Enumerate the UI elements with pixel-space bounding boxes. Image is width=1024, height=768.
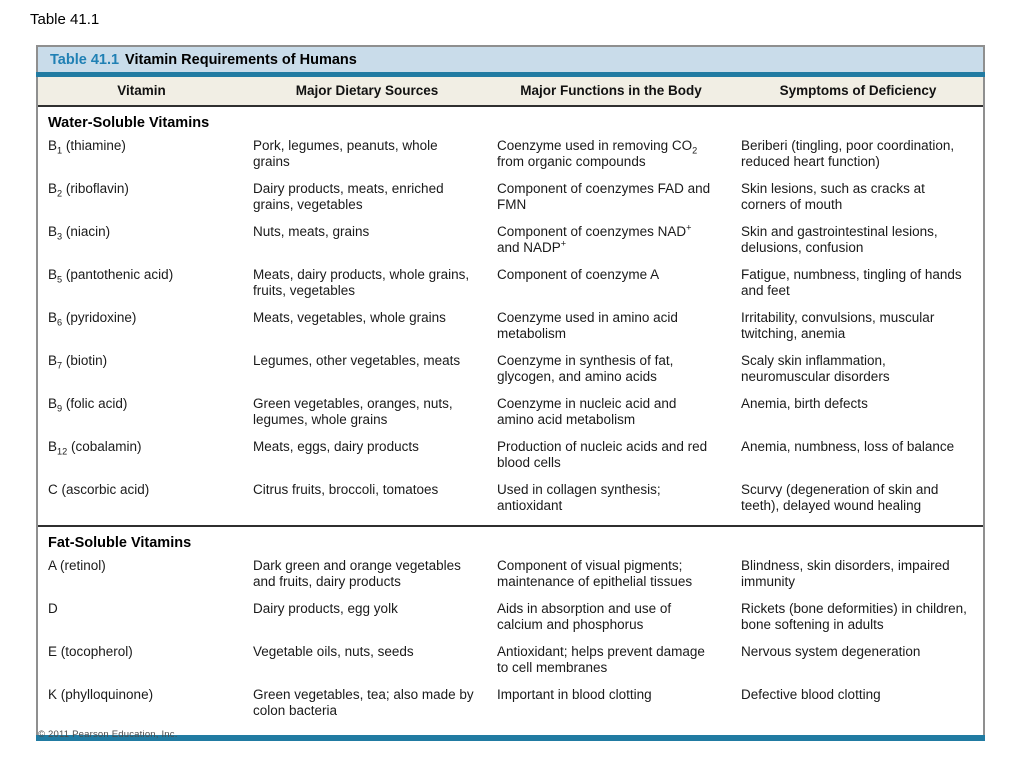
functions-cell: Important in blood clotting [497,687,652,702]
table-row [38,482,983,514]
vitamin-cell: $B_1$ (thiamine) [48,138,126,156]
dietary-sources-cell: Dairy products, meats, enriched grains, vegetables [253,181,444,212]
column-header: Major Functions in the Body [520,83,702,98]
dietary-sources-cell: Meats, vegetables, whole grains [253,310,446,325]
symptoms-cell: Skin lesions, such as cracks at corners of mouth [741,181,925,212]
functions-cell: Component of coenzyme A [497,267,660,282]
vitamin-cell: $B_9$ (folic acid) [48,396,128,414]
dietary-sources-cell: Meats, eggs, dairy products [253,439,419,454]
symptoms-cell: Skin and gastrointestinal lesions, delusions, confusion [741,224,938,255]
symptoms-cell: Fatigue, numbness, tingling of hands and feet [741,267,962,298]
table-row [38,353,983,385]
dietary-sources-cell: Citrus fruits, broccoli, tomatoes [253,482,439,497]
table-row [38,267,983,299]
section-heading: Fat-Soluble Vitamins [48,535,192,551]
vitamin-cell: D [48,601,58,616]
vitamin-cell: $B_6$ (pyridoxine) [48,310,137,328]
symptoms-cell: Irritability, convulsions, muscular twitching, anemia [741,310,935,341]
table-row [38,138,983,170]
dietary-sources-cell: Meats, dairy products, whole grains, fruits, vegetables [253,267,470,298]
dietary-sources-cell: Dairy products, egg yolk [253,601,398,616]
dietary-sources-cell: Vegetable oils, nuts, seeds [253,644,414,659]
symptoms-cell: Defective blood clotting [741,687,881,702]
dietary-sources-cell: Green vegetables, oranges, nuts, legumes, whole grains [253,396,453,427]
table-row [38,181,983,213]
column-header-row [38,77,983,107]
table-row [38,687,983,719]
column-header: Vitamin [117,83,166,98]
symptoms-cell: Rickets (bone deformities) in children, bone softening in adults [741,601,967,632]
dietary-sources-cell: Dark green and orange vegetables and fruits, dairy products [253,558,461,589]
functions-cell: Coenzyme in nucleic acid and amino acid metabolism [497,396,677,427]
vitamin-table [36,45,985,741]
table-row [38,601,983,633]
symptoms-cell: Scurvy (degeneration of skin and teeth), delayed wound healing [741,482,939,513]
dietary-sources-cell: Green vegetables, tea; also made by colon bacteria [253,687,474,718]
functions-cell: Component of coenzymes FAD and FMN [497,181,711,212]
functions-cell: Aids in absorption and use of calcium and phosphorus [497,601,672,632]
functions-cell: Component of coenzymes NAD+ and NADP+ [497,222,692,255]
table-title-bar [38,47,983,72]
table-row [38,558,983,590]
dietary-sources-cell: Legumes, other vegetables, meats [253,353,461,368]
vitamin-cell: $B_5$ (pantothenic acid) [48,267,174,285]
table-row [38,396,983,428]
functions-cell: Coenzyme used in removing $CO_2$ from organic compounds [497,138,698,169]
page-title: Table 41.1 [30,11,100,28]
functions-cell: Used in collagen synthesis; antioxidant [497,482,661,513]
table-title: Vitamin Requirements of Humans [125,52,357,68]
symptoms-cell: Anemia, numbness, loss of balance [741,439,955,454]
table-row [38,644,983,676]
copyright-notice: © 2011 Pearson Education, Inc. [38,729,178,740]
symptoms-cell: Scaly skin inflammation, neuromuscular disorders [741,353,890,384]
section-heading: Water-Soluble Vitamins [48,115,210,131]
table-bottom-rule [36,735,985,741]
symptoms-cell: Beriberi (tingling, poor coordination, reduced heart function) [741,138,955,169]
dietary-sources-cell: Nuts, meats, grains [253,224,370,239]
vitamin-cell: E (tocopherol) [48,644,133,659]
dietary-sources-cell: Pork, legumes, peanuts, whole grains [253,138,438,169]
vitamin-cell: K (phylloquinone) [48,687,154,702]
functions-cell: Component of visual pigments; maintenance of epithelial tissues [497,558,693,589]
functions-cell: Coenzyme in synthesis of fat, glycogen, and amino acids [497,353,674,384]
vitamin-cell: $B_2$ (riboflavin) [48,181,129,199]
table-row [38,310,983,342]
vitamin-cell: $B_7$ (biotin) [48,353,108,371]
symptoms-cell: Anemia, birth defects [741,396,868,411]
column-header: Symptoms of Deficiency [779,83,937,98]
table-number: Table 41.1 [50,52,120,68]
symptoms-cell: Nervous system degeneration [741,644,921,659]
vitamin-cell: $B_{12}$ (cobalamin) [48,439,142,457]
column-header: Major Dietary Sources [295,83,439,98]
vitamin-cell: A (retinol) [48,558,106,573]
table-body [38,107,983,735]
vitamin-cell: C (ascorbic acid) [48,482,150,497]
functions-cell: Coenzyme used in amino acid metabolism [497,310,678,341]
table-row [38,224,983,256]
functions-cell: Antioxidant; helps prevent damage to cell membranes [497,644,705,675]
vitamin-cell: $B_3$ (niacin) [48,224,111,242]
symptoms-cell: Blindness, skin disorders, impaired immunity [741,558,950,589]
table-row [38,439,983,471]
functions-cell: Production of nucleic acids and red blood cells [497,439,708,470]
